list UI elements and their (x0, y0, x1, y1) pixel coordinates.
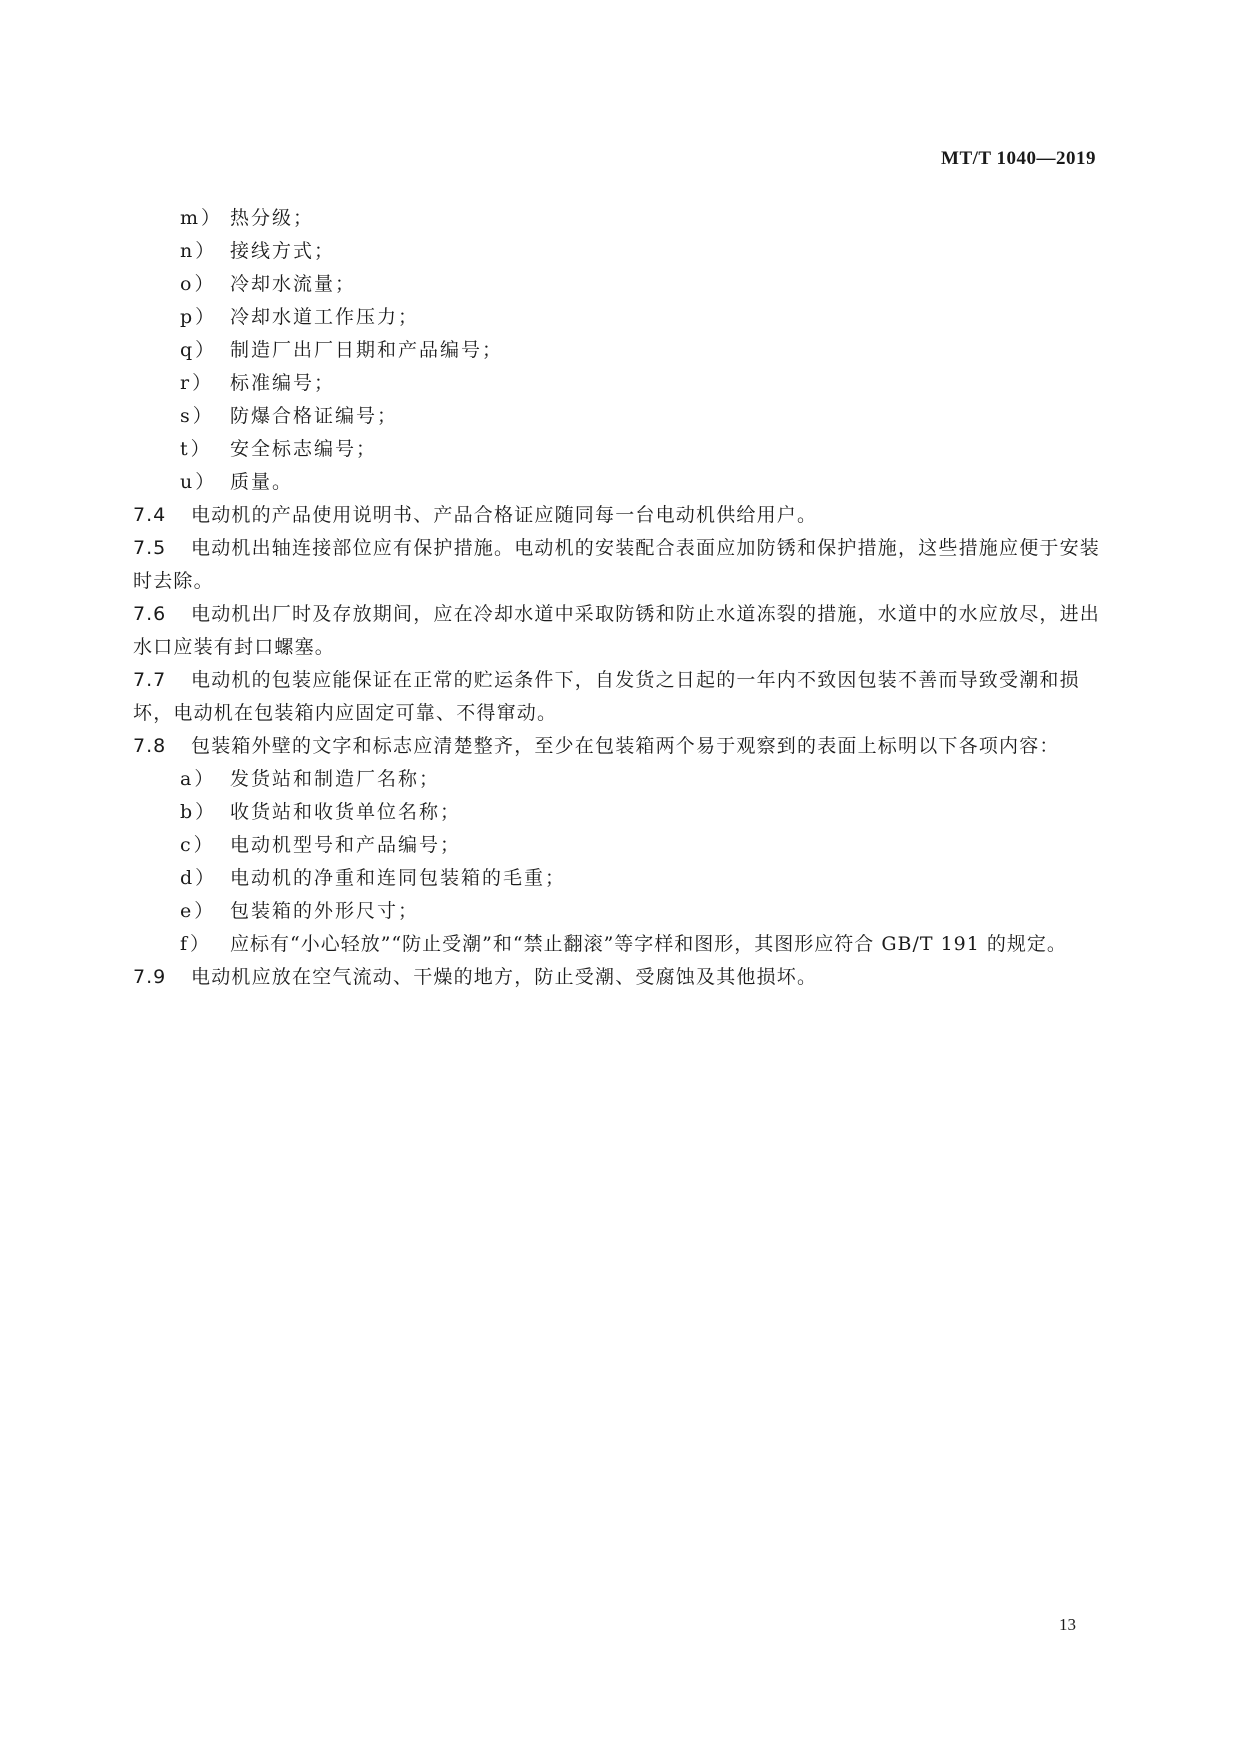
clause-7-9 (133, 961, 1101, 994)
list-item (133, 862, 1101, 895)
clause-text: 电动机出厂时及存放期间，应在冷却水道中采取防锈和防止水道冻裂的措施，水道中的水应放尽，进出水口应装有封口螺塞。 (133, 603, 1101, 658)
list-item-marker: q） (180, 339, 218, 361)
clause-text: 电动机出轴连接部位应有保护措施。电动机的安装配合表面应加防锈和保护措施，这些措施应便于安装时去除。 (133, 537, 1101, 592)
clause-7-4 (133, 499, 1101, 532)
clause-7-8 (133, 730, 1101, 763)
list-item (133, 301, 1101, 334)
list-item-text: 防爆合格证编号； (230, 405, 399, 427)
list-item-text: 热分级； (230, 207, 315, 229)
list-item-marker: a） (180, 768, 217, 790)
list-item-text: 冷却水流量； (230, 273, 357, 295)
clause-7-6 (133, 598, 1101, 664)
list-item-marker: u） (180, 471, 218, 493)
list-item (133, 763, 1101, 796)
list-item (133, 829, 1101, 862)
clause-text: 包装箱外壁的文字和标志应清楚整齐，至少在包装箱两个易于观察到的表面上标明以下各项内容： (191, 735, 1060, 757)
clause-number: 7.8 (133, 735, 167, 757)
list-item (133, 928, 1101, 961)
list-item (133, 796, 1101, 829)
clause-number: 7.7 (133, 669, 167, 691)
list-item-marker: f） (180, 933, 213, 955)
list-item-text: 发货站和制造厂名称； (230, 768, 441, 790)
list-item (133, 367, 1101, 400)
list-item-marker: c） (180, 834, 216, 856)
clause-number: 7.6 (133, 603, 167, 625)
list-item-marker: s） (180, 405, 215, 427)
list-item-marker: t） (180, 438, 213, 460)
list-item-text: 冷却水道工作压力； (230, 306, 420, 328)
list-item-marker: o） (180, 273, 217, 295)
list-item-marker: b） (180, 801, 218, 823)
list-item-text: 电动机型号和产品编号； (230, 834, 462, 856)
clause-text: 电动机应放在空气流动、干燥的地方，防止受潮、受腐蚀及其他损坏。 (191, 966, 818, 988)
list-item-marker: d） (180, 867, 218, 889)
clause-text: 电动机的产品使用说明书、产品合格证应随同每一台电动机供给用户。 (191, 504, 818, 526)
list-item (133, 334, 1101, 367)
list-item (133, 202, 1101, 235)
standard-number: MT/T 1040—2019 (941, 148, 1096, 169)
list-item (133, 400, 1101, 433)
clause-number: 7.5 (133, 537, 167, 559)
clause-text: 电动机的包装应能保证在正常的贮运条件下，自发货之日起的一年内不致因包装不善而导致受潮和损坏，电动机在包装箱内应固定可靠、不得窜动。 (133, 669, 1080, 724)
list-item-text: 制造厂出厂日期和产品编号； (230, 339, 504, 361)
list-item (133, 268, 1101, 301)
page-content (133, 202, 1101, 994)
list-item (133, 433, 1101, 466)
list-item-text: 标准编号； (230, 372, 336, 394)
list-item-text: 包装箱的外形尺寸； (230, 900, 420, 922)
list-item-marker: r） (180, 372, 215, 394)
clause-7-7 (133, 664, 1101, 730)
clause-number: 7.9 (133, 966, 167, 988)
list-item-marker: m） (180, 207, 224, 229)
list-item (133, 235, 1101, 268)
list-item-text: 收货站和收货单位名称； (230, 801, 462, 823)
list-item (133, 466, 1101, 499)
list-item (133, 895, 1101, 928)
clause-number: 7.4 (133, 504, 167, 526)
list-item-marker: p） (180, 306, 218, 328)
list-item-text: 电动机的净重和连同包装箱的毛重； (230, 867, 567, 889)
list-item-text: 接线方式； (230, 240, 336, 262)
list-item-marker: e） (180, 900, 217, 922)
page-number: 13 (1059, 1615, 1076, 1634)
clause-7-5 (133, 532, 1101, 598)
list-item-marker: n） (180, 240, 218, 262)
list-item-text: 安全标志编号； (230, 438, 378, 460)
list-item-text: 质量。 (230, 471, 294, 493)
list-item-text: 应标有“小心轻放”“防止受潮”和“禁止翻滚”等字样和图形，其图形应符合 GB/T 191 的规定。 (230, 933, 1067, 955)
